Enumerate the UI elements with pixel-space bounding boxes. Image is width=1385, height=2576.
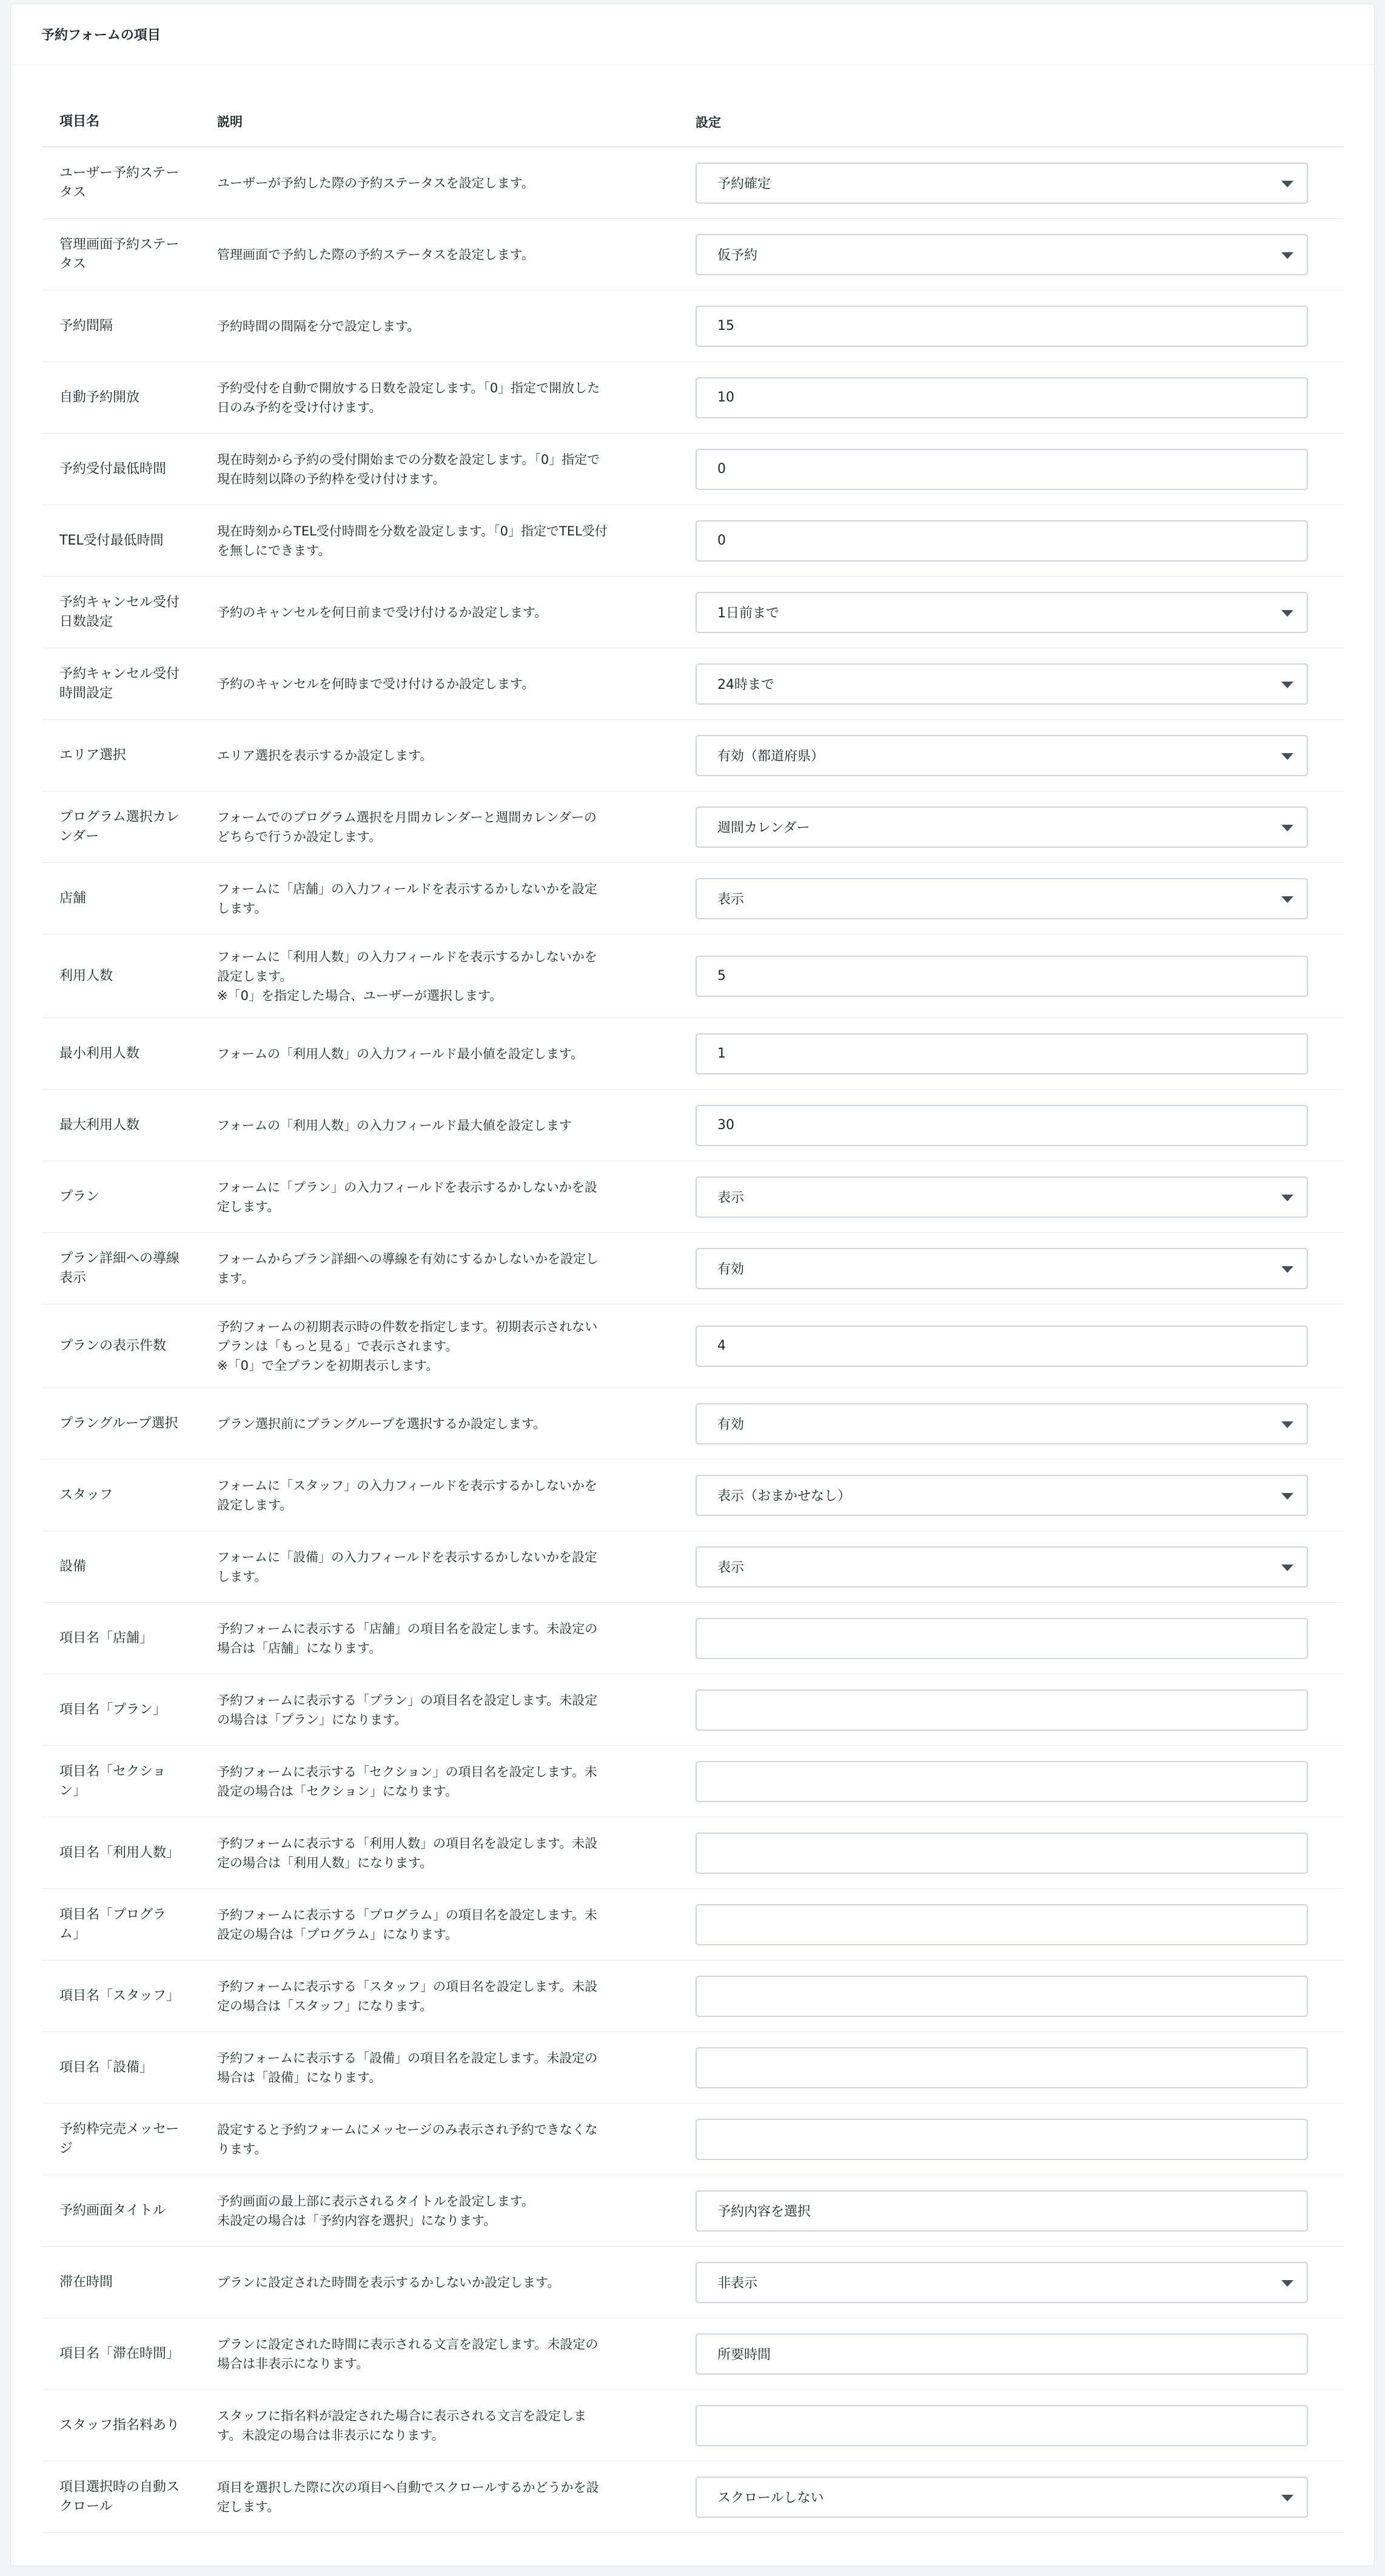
setting-name: 最大利用人数 [59,1117,140,1133]
setting-name: 項目名「店舗」 [59,1630,153,1646]
setting-name: 項目名「セクショ ン」 [59,1763,166,1799]
input-value: 5 [717,968,726,984]
setting-control-cell [696,234,1344,275]
setting-control-cell [696,2405,1344,2446]
setting-description: 予約フォームに表示する「設備」の項目名を設定します。未設定の 場合は「設備」になります。 [217,2050,598,2085]
chevron-down-icon [1281,2280,1293,2287]
table-row [42,290,1344,362]
setting-input[interactable] [696,520,1308,562]
setting-description: ユーザーが予約した際の予約ステータスを設定します。 [217,175,534,190]
setting-control-cell [696,2190,1344,2232]
setting-name: プラン詳細への導線 表示 [59,1250,180,1286]
select-value: 週間カレンダー [717,820,810,836]
table-row [42,2461,1344,2533]
setting-description: フォームの「利用人数」の入力フィールド最小値を設定します。 [217,1046,584,1061]
setting-description: フォームに「スタッフ」の入力フィールドを表示するかしないかを 設定します。 [217,1478,597,1512]
chevron-down-icon [1281,1195,1293,1201]
setting-control-cell [696,1403,1344,1444]
table-row [42,1388,1344,1460]
select-value: 表示 [717,1190,745,1206]
setting-description: フォームに「設備」の入力フィールドを表示するかしないかを設定 します。 [217,1549,597,1584]
setting-name: 設備 [59,1558,87,1574]
setting-control-cell [696,377,1344,418]
setting-input[interactable] [696,1761,1308,1802]
setting-name: 項目名「プラン」 [59,1702,167,1717]
input-value: 所要時間 [717,2347,771,2363]
setting-input[interactable] [696,2190,1308,2232]
setting-name: 自動予約開放 [59,389,140,405]
chevron-down-icon [1281,682,1293,688]
setting-description: フォームに「利用人数」の入力フィールドを表示するかしないかを 設定します。 ※「0」を指定した場合、ユーザーが選択します。 [217,949,597,1003]
setting-description: 項目を選択した際に次の項目へ自動でスクロールするかどうかを設 定します。 [217,2480,599,2514]
setting-control-cell [696,2262,1344,2303]
setting-control-cell [696,1904,1344,1945]
setting-description: フォームに「店舗」の入力フィールドを表示するかしないかを設定 します。 [217,881,597,916]
setting-name: エリア選択 [59,747,127,763]
select-value: 有効 [717,1262,745,1277]
setting-description: 予約のキャンセルを何時まで受け付けるか設定します。 [217,676,535,691]
setting-select[interactable] [696,592,1308,633]
table-row [42,2318,1344,2390]
setting-select[interactable] [696,735,1308,776]
setting-input[interactable] [696,1618,1308,1659]
chevron-down-icon [1281,2495,1293,2501]
table-row [42,1674,1344,1746]
setting-input[interactable] [696,449,1308,490]
setting-name: 利用人数 [59,968,113,984]
setting-name: 予約間隔 [59,318,113,334]
settings-card [10,4,1375,2566]
input-value: 0 [717,533,726,548]
setting-control-cell [696,1176,1344,1218]
setting-name: 予約受付最低時間 [59,461,167,477]
select-value: 1日前まで [717,606,779,621]
table-row [42,1603,1344,1674]
setting-description: プランに設定された時間を表示するかしないか設定します。 [217,2275,560,2290]
input-value: 10 [717,390,734,405]
setting-control-cell [696,878,1344,919]
setting-control-cell [696,1105,1344,1146]
chevron-down-icon [1281,252,1293,259]
table-row [42,2247,1344,2318]
setting-control-cell [696,1033,1344,1075]
chevron-down-icon [1281,1493,1293,1500]
table-row [42,147,1344,219]
setting-control-cell [696,1689,1344,1731]
column-header-name: 項目名 [59,114,100,129]
table-row [42,1817,1344,1889]
setting-name: 項目名「スタッフ」 [59,1988,180,2004]
table-row [42,434,1344,505]
setting-description: 予約フォームに表示する「スタッフ」の項目名を設定します。未設 定の場合は「スタッフ」になります。 [217,1979,598,2013]
setting-description: 設定すると予約フォームにメッセージのみ表示され予約できなくな ります。 [217,2122,598,2156]
table-row [42,2390,1344,2461]
chevron-down-icon [1281,1266,1293,1273]
setting-name: 項目名「利用人数」 [59,1845,180,1860]
setting-input[interactable] [696,1689,1308,1731]
column-header-description: 説明 [217,115,243,129]
setting-select[interactable] [696,1248,1308,1289]
chevron-down-icon [1281,825,1293,831]
setting-name: 最小利用人数 [59,1045,140,1061]
setting-description: エリア選択を表示するか設定します。 [217,748,433,763]
setting-control-cell [696,163,1344,204]
table-row [42,648,1344,720]
table-row [42,2032,1344,2104]
setting-description: 予約フォームに表示する「店舗」の項目名を設定します。未設定の 場合は「店舗」になります。 [217,1621,598,1655]
card-header [11,4,1374,65]
setting-description: 予約時間の間隔を分で設定します。 [217,318,420,334]
setting-description: プランに設定された時間に表示される文言を設定します。未設定の 場合は非表示になります。 [217,2336,599,2371]
table-row [42,1304,1344,1388]
setting-select[interactable] [696,1475,1308,1516]
table-row [42,791,1344,863]
setting-description: 予約フォームに表示する「セクション」の項目名を設定します。未 設定の場合は「セクション」になります。 [217,1764,597,1799]
setting-description: 予約フォームに表示する「プラン」の項目名を設定します。未設定 の場合は「プラン」になります。 [217,1692,598,1727]
table-row [42,1889,1344,1961]
setting-description: 予約フォームに表示する「プログラム」の項目名を設定します。未 設定の場合は「プログラム」になります。 [217,1907,598,1942]
setting-control-cell [696,1761,1344,1802]
select-value: 仮予約 [717,248,758,263]
input-value: 予約内容を選択 [717,2204,811,2219]
setting-input[interactable] [696,2119,1308,2160]
setting-name: 項目名「滞在時間」 [59,2346,180,2361]
select-value: 予約確定 [717,176,771,192]
setting-control-cell [696,306,1344,347]
setting-name: 滞在時間 [59,2274,113,2290]
input-value: 1 [717,1046,726,1061]
setting-name: スタッフ [59,1487,113,1503]
chevron-down-icon [1281,753,1293,760]
setting-name: プラングループ選択 [59,1415,178,1431]
setting-control-cell [696,592,1344,633]
table-row [42,362,1344,434]
setting-control-cell [696,2333,1344,2375]
table-row [42,1018,1344,1090]
setting-select[interactable] [696,2477,1308,2518]
setting-description: 予約フォームに表示する「利用人数」の項目名を設定します。未設 定の場合は「利用人数」になります。 [217,1836,598,1870]
table-header [42,98,1344,147]
setting-control-cell [696,520,1344,562]
table-row [42,1961,1344,2032]
card-title: 予約フォームの項目 [41,28,161,43]
setting-select[interactable] [696,234,1308,275]
setting-control-cell [696,2047,1344,2088]
chevron-down-icon [1281,1421,1293,1428]
select-value: 表示 [717,892,745,907]
select-value: 表示 [717,1560,745,1575]
setting-description: 予約画面の最上部に表示されるタイトルを設定します。 未設定の場合は「予約内容を選択」になります。 [217,2193,534,2228]
table-row [42,1531,1344,1603]
setting-description: プラン選択前にプラングループを選択するか設定します。 [217,1416,546,1431]
table-row [42,1746,1344,1817]
setting-name: TEL受付最低時間 [59,532,164,548]
table-row [42,1460,1344,1531]
setting-description: フォームでのプログラム選択を月間カレンダーと週間カレンダーの どちらで行うか設定します。 [217,810,597,844]
setting-select[interactable] [696,1546,1308,1588]
select-value: スクロールしない [717,2490,824,2506]
table-row [42,934,1344,1018]
setting-select[interactable] [696,807,1308,848]
setting-description: フォームの「利用人数」の入力フィールド最大値を設定します [217,1118,572,1133]
select-value: 表示（おまかせなし） [717,1489,851,1504]
setting-control-cell [696,1546,1344,1588]
table-row [42,1161,1344,1233]
setting-select[interactable] [696,1403,1308,1444]
input-value: 15 [717,318,734,334]
setting-description: 現在時刻から予約の受付開始までの分数を設定します。「0」指定で 現在時刻以降の予約枠を受け付けます。 [217,452,600,486]
setting-name: 店舗 [59,890,87,906]
setting-input[interactable] [696,2333,1308,2375]
table-row [42,1233,1344,1304]
table-row [42,2175,1344,2247]
select-value: 非表示 [717,2276,758,2291]
setting-description: スタッフに指名料が設定された場合に表示される文言を設定しま す。未設定の場合は非表示になります。 [217,2408,586,2443]
setting-input[interactable] [696,1033,1308,1075]
setting-name: 予約枠完売メッセー ジ [59,2121,179,2156]
setting-name: 予約キャンセル受付 日数設定 [59,594,180,629]
setting-control-cell [696,735,1344,776]
input-value: 0 [717,461,726,477]
select-value: 有効 [717,1417,745,1432]
setting-input[interactable] [696,377,1308,418]
setting-name: 項目名「設備」 [59,2059,153,2075]
setting-control-cell [696,1976,1344,2017]
setting-input[interactable] [696,2047,1308,2088]
setting-description: 予約フォームの初期表示時の件数を指定します。初期表示されない プランは「もっと見る」で表示されます。 ※「0」で全プランを初期表示します。 [217,1319,598,1373]
setting-control-cell [696,1618,1344,1659]
setting-control-cell [696,663,1344,705]
setting-name: 管理画面予約ステー タス [59,236,179,272]
chevron-down-icon [1281,181,1293,187]
input-value: 4 [717,1338,726,1353]
settings-table [42,98,1344,2533]
setting-description: 予約受付を自動で開放する日数を設定します。「0」指定で開放した 日のみ予約を受け付けます。 [217,380,600,415]
setting-select[interactable] [696,878,1308,919]
setting-name: 項目選択時の自動ス クロール [59,2479,180,2514]
setting-control-cell [696,956,1344,997]
setting-description: 管理画面で予約した際の予約ステータスを設定します。 [217,247,534,262]
setting-input[interactable] [696,1326,1308,1367]
setting-name: ユーザー予約ステー タス [59,165,179,200]
table-row [42,1090,1344,1161]
column-header-setting: 設定 [696,115,721,130]
setting-select[interactable] [696,163,1308,204]
setting-description: フォームからプラン詳細への導線を有効にするかしないかを設定し ます。 [217,1251,599,1286]
setting-select[interactable] [696,1176,1308,1218]
setting-name: プラン [59,1189,100,1204]
chevron-down-icon [1281,896,1293,903]
setting-input[interactable] [696,2405,1308,2446]
select-value: 24時まで [717,677,774,693]
setting-control-cell [696,1248,1344,1289]
setting-input[interactable] [696,1833,1308,1874]
setting-control-cell [696,449,1344,490]
setting-control-cell [696,2477,1344,2518]
table-row [42,720,1344,791]
setting-select[interactable] [696,663,1308,705]
setting-name: 項目名「プログラ ム」 [59,1907,167,1942]
setting-name: 予約キャンセル受付 時間設定 [59,666,180,701]
table-row [42,219,1344,290]
table-row [42,505,1344,577]
table-row [42,863,1344,934]
setting-select[interactable] [696,2262,1308,2303]
setting-control-cell [696,2119,1344,2160]
setting-control-cell [696,1475,1344,1516]
select-value: 有効（都道府県） [717,749,825,764]
chevron-down-icon [1281,610,1293,617]
setting-control-cell [696,807,1344,848]
setting-input[interactable] [696,306,1308,347]
chevron-down-icon [1281,1565,1293,1571]
setting-name: 予約画面タイトル [59,2202,166,2218]
setting-description: フォームに「プラン」の入力フィールドを表示するかしないかを設 定します。 [217,1179,597,1214]
setting-description: 予約のキャンセルを何日前まで受け付けるか設定します。 [217,605,548,620]
setting-name: プランの表示件数 [59,1338,167,1353]
setting-input[interactable] [696,1976,1308,2017]
setting-description: 現在時刻からTEL受付時間を分数を設定します。「0」指定でTEL受付 を無しにできます。 [217,523,608,558]
setting-name: スタッフ指名料あり [59,2417,180,2433]
setting-input[interactable] [696,1904,1308,1945]
table-body [42,147,1344,2533]
table-row [42,2104,1344,2175]
setting-input[interactable] [696,1105,1308,1146]
setting-name: プログラム選択カレ ンダー [59,809,179,844]
input-value: 30 [717,1118,734,1133]
setting-input[interactable] [696,956,1308,997]
setting-control-cell [696,1326,1344,1367]
setting-control-cell [696,1833,1344,1874]
table-row [42,577,1344,648]
